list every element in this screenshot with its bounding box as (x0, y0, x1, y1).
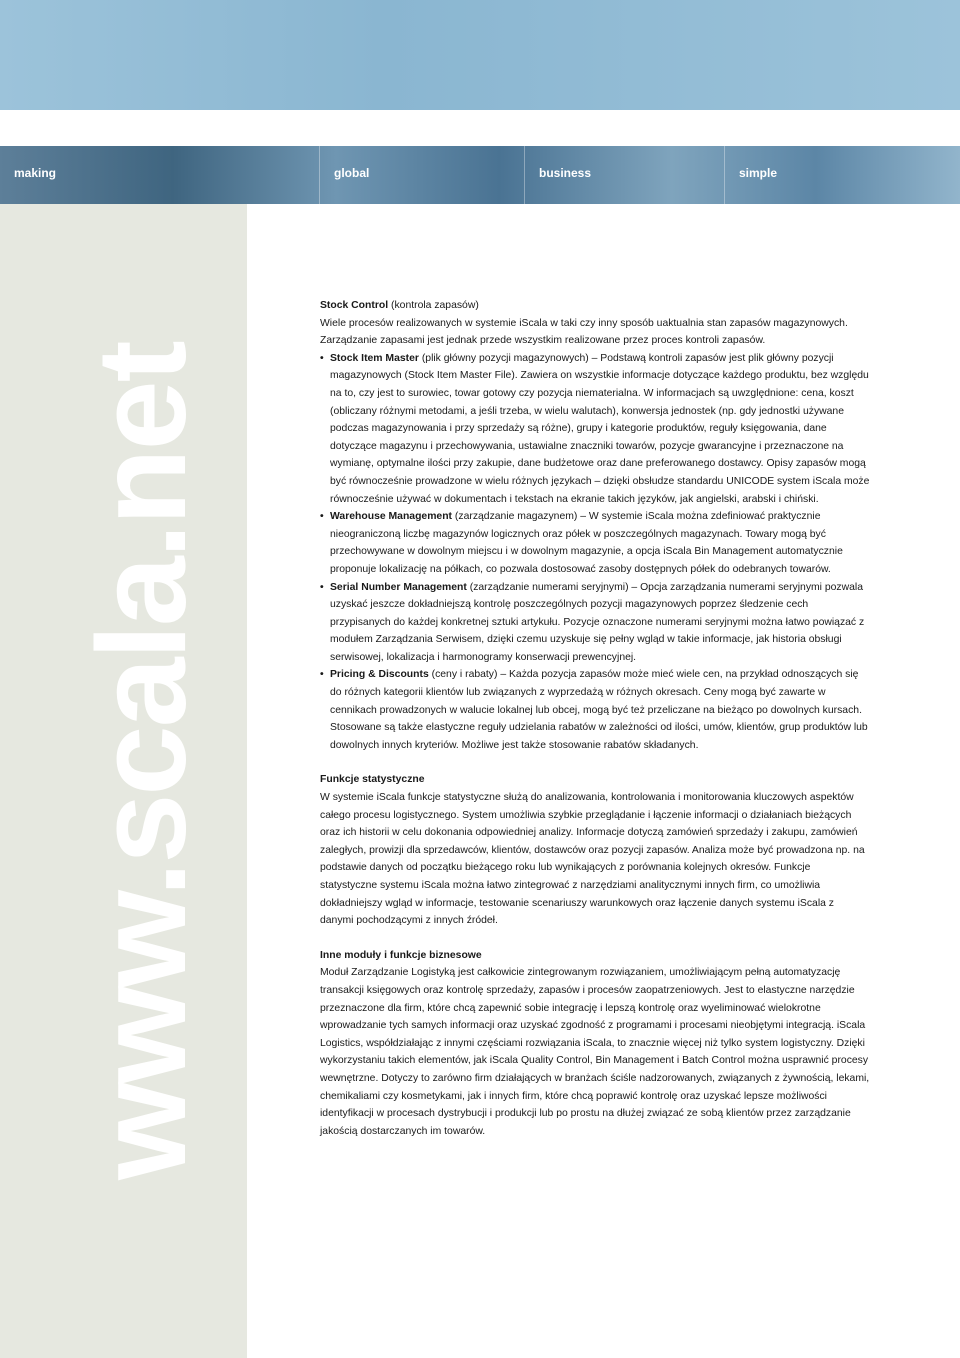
stock-control-heading (320, 297, 870, 315)
bullet-text: (ceny i rabaty) – Każda pozycja zapasów może mieć wiele cen, na przykład odnoszących się do różnych kategorii klientów lub związanych z wyprzedażą w różnych okresach. Ceny mogą być zawarte w cennikach prowadzonych w walucie lokalnej lub obcej, mogą być też przeliczane na bieżąco po dowolnych kursach. Stosowane są także elastyczne reguły udzielania rabatów w zależności od ilości, umów, klientów, grup produktów lub dowolnych innych kryteriów. Możliwe jest także stosowanie rabatów składanych. (330, 669, 868, 751)
bullet-icon: • (320, 352, 324, 364)
bullet-text: (zarządzanie numerami seryjnymi) – Opcja zarządzania numerami seryjnymi pozwala uzyskać jeszcze dokładniejszą kontrolę poszczególnych pozycji magazynowych poprzez śledzenie cech przypisanych do każdej konkretnej sztuki artykułu. Pozycje oznaczone numerami seryjnymi można łatwo powiązać z modułem Zarządzania Serwisem, dzięki czemu uzyskuje się pełny wgląd w takie informacje, jak historia obsługi serwisowej, lokalizacja i harmonogramy konserwacji prewencyjnej. (330, 581, 865, 663)
main-content (320, 297, 870, 1140)
stock-control-intro: Wiele procesów realizowanych w systemie iScala w taki czy inny sposób uaktualnia stan zapasów magazynowych. Zarządzanie zapasami jest jednak przede wszystkim realizowane przez proces kontroli zapasów. (320, 317, 848, 347)
bullet-text: (zarządzanie magazynem) – W systemie iScala można zdefiniować praktycznie nieograniczoną liczbę magazynów logicznych oraz półek w poszczególnych magazynach. Towary mogą być przechowywane w dowolnym miejscu i w dowolnym magazynie, a opcja iScala Bin Management automatycznie proponuje lokalizację na półkach, co pozwala dostosować zasoby dostępnych półek do odebranych towarów. (330, 511, 843, 575)
top-color-band (0, 0, 960, 110)
spacer (320, 754, 870, 771)
stock-control-bullets (320, 350, 870, 755)
other-modules-body: Moduł Zarządzanie Logistyką jest całkowicie zintegrowanym rozwiązaniem, umożliwiającym pełną automatyzację transakcji księgowych oraz kontrolę sprzedaży, zapasów i procesów zaopatrzeniowych. Jest to elastyczne narzędzie przeznaczone dla firm, które chcą zapewnić sobie integrację i lepszą kontrolę oraz wyeliminować wielokrotne wprowadzanie tych samych informacji oraz uzyskać zgodność z programami i procesami nieobjętymi integracją. iScala Logistics, współdziałając z innymi częściami rozwiązania iScala, to znacznie więcej niż tylko system logistyczny. Dzięki wykorzystaniu takich elementów, jak iScala Quality Control, Bin Management i Batch Control można usprawnić procesy wewnętrzne. Dotyczy to zarówno firm działających w branżach ściśle nadzorowanych, związanych z żywnością, lekami, chemikaliami czy kosmetykami, jak i innych firm, które chcą poprawić kontrolę oraz uzyskać lepsze możliwości identyfikacji w procesach dystrybucji i produkcji lub po prostu na dłużej związać ze sobą klientów przez zarządzanie jakością dostarczanych im towarów. (320, 967, 870, 1137)
bullet-icon: • (320, 581, 324, 593)
bullet-term: Serial Number Management (330, 581, 467, 593)
statistics-body: W systemie iScala funkcje statystyczne służą do analizowania, kontrolowania i monitorowania kluczowych aspektów całego procesu logistycznego. System umożliwia szybkie przeglądanie i łączenie informacji o działaniach bieżących oraz ich historii w celu dokonania odpowiedniej analizy. Informacje dotyczą zamówień sprzedaży i zakupu, zamówień zaległych, prowizji dla sprzedawców, klientów, dostawców oraz pozycji zapasów. Analiza może być prowadzona np. na podstawie danych od początku bieżącego roku lub wynikających z porównania kolejnych okresów. Funkcje statystyczne systemu iScala można łatwo zintegrować z narzędziami analitycznymi innych firm, co umożliwia dokładniejszy wgląd w informacje, testowanie scenariuszy warunkowych oraz łączenie danych systemu iScala z danymi pochodzącymi z innych źródeł. (320, 792, 865, 927)
header-gap (0, 110, 960, 146)
vertical-website-text: www.scala.net (71, 342, 212, 1180)
tagline-banner (0, 146, 960, 204)
statistics-heading: Funkcje statystyczne (320, 774, 425, 786)
other-modules-heading: Inne moduły i funkcje biznesowe (320, 949, 482, 961)
section-title-suffix: (kontrola zapasów) (388, 300, 479, 311)
banner-word: global (334, 166, 370, 180)
list-item (320, 579, 870, 667)
list-item (320, 666, 870, 754)
spacer (320, 930, 870, 947)
bullet-text: (plik główny pozycji magazynowych) – Podstawą kontroli zapasów jest plik główny pozycji magazynowych (Stock Item Master File). Zawiera on wszystkie informacje dotyczące każdego produktu, bez względu na to, czy jest to surowiec, towar gotowy czy pozycja niematerialna. W informacjach są uwzględnione: cena, koszt (obliczany różnymi metodami, a jeśli trzeba, w wielu walutach), konwersja jednostek (np. gdy jednostki używane podczas magazynowania i przy sprzedaży są różne), grupy i kategorie produktów, reguły księgowania, dane dotyczące magazynu i przechowywania, ustawialne znaczniki towarów, pozycje gwarancyjne i przeznaczone na wymianę, optymalne ilości przy zakupie, dane budżetowe oraz dane preferowanego dostawcy. Opisy zapasów mogą być równocześnie prowadzone w wielu różnych językach – dzięki obsłudze standardu UNICODE system iScala może równocześnie używać w dokumentach i tekstach na ekranie takich języków, jak angielski, arabski i chiński. (330, 352, 870, 505)
banner-cell-making (0, 146, 320, 204)
list-item (320, 508, 870, 578)
banner-word: simple (739, 166, 778, 180)
banner-word: making (14, 166, 57, 180)
bullet-term: Warehouse Management (330, 511, 453, 523)
banner-cell-business (525, 146, 725, 204)
section-title: Stock Control (320, 300, 389, 311)
banner-word: business (539, 166, 592, 180)
bullet-icon: • (320, 511, 324, 523)
bullet-term: Pricing & Discounts (330, 669, 429, 681)
banner-cell-simple (725, 146, 960, 204)
bullet-term: Stock Item Master (330, 352, 419, 364)
list-item (320, 350, 870, 508)
bullet-icon: • (320, 669, 324, 681)
banner-cell-global (320, 146, 525, 204)
